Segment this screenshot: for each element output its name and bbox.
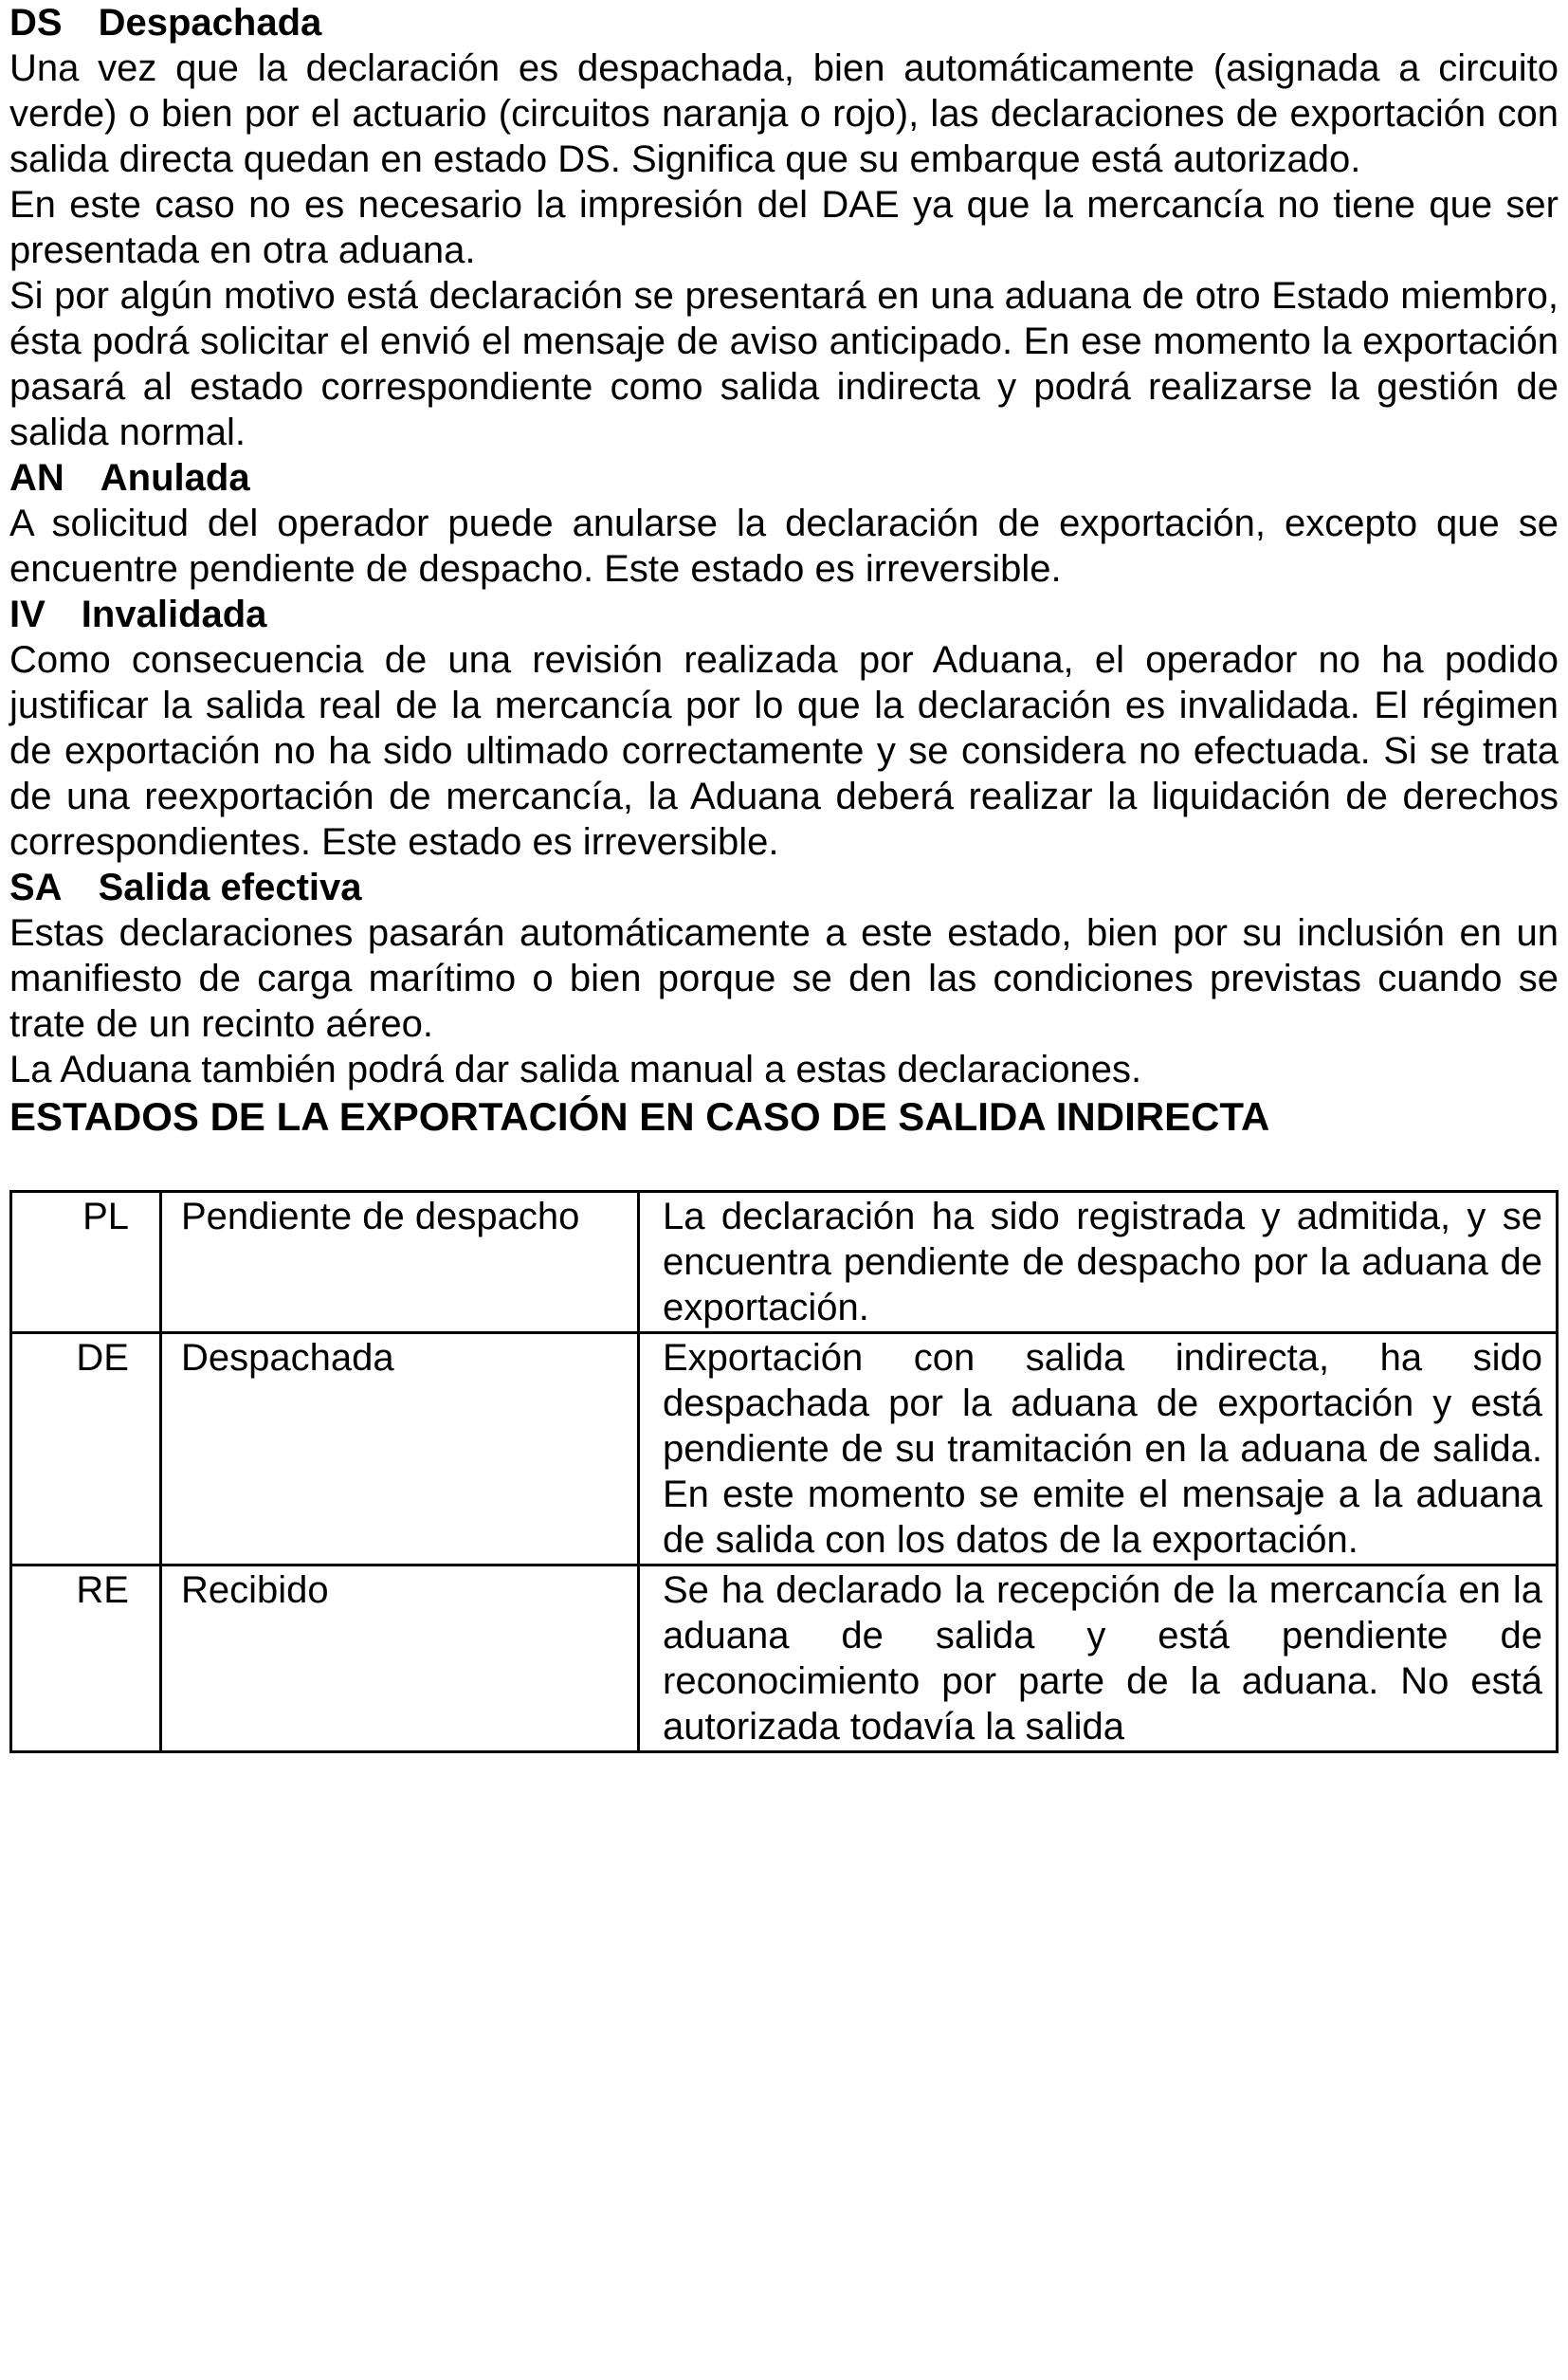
- state-description-cell: Se ha declarado la recepción de la mercancía en la aduana de salida y está pendiente de reconocimiento por parte de la aduana. No está autorizada todavía la salida: [639, 1565, 1558, 1752]
- paragraph-sa-2: La Aduana también podrá dar salida manual a estas declaraciones.: [9, 1049, 1142, 1090]
- state-description-cell: La declaración ha sido registrada y admitida, y se encuentra pendiente de despacho por la aduana de exportación.: [639, 1192, 1558, 1333]
- state-title-sa: Salida efectiva: [98, 867, 362, 908]
- table-row-pl: [11, 1192, 1558, 1333]
- paragraph-an-1: A solicitud del operador puede anularse la declaración de exportación, excepto que se encuentre pendiente de despacho. Este estado es irreversible.: [9, 503, 1559, 590]
- state-code-cell: DE: [11, 1333, 161, 1565]
- state-name-cell: Despachada: [161, 1333, 639, 1565]
- section-an: [9, 455, 1559, 592]
- state-code-sa: SA: [9, 867, 63, 908]
- section-iv: [9, 592, 1559, 865]
- state-title-an: Anulada: [100, 457, 250, 499]
- table-row-re: [11, 1565, 1558, 1752]
- state-code-cell: PL: [11, 1192, 161, 1333]
- section-sa: [9, 865, 1559, 1092]
- table-row-de: [11, 1333, 1558, 1565]
- section-ds: [9, 0, 1559, 455]
- state-title-ds: Despachada: [98, 2, 322, 44]
- paragraph-ds-1: Una vez que la declaración es despachada, bien automáticamente (asignada a circuito verde) o bien por el actuario (circuitos naranja o rojo), las declaraciones de exportación con salida directa quedan en estado DS. Significa que su embarque está autorizado.: [9, 47, 1559, 180]
- paragraph-sa-1: Estas declaraciones pasarán automáticamente a este estado, bien por su inclusión en un manifiesto de carga marítimo o bien porque se den las condiciones previstas cuando se trate de un recinto aéreo.: [9, 912, 1559, 1045]
- indirect-exit-states-table: [9, 1190, 1559, 1753]
- state-code-cell: RE: [11, 1565, 161, 1752]
- paragraph-ds-2: En este caso no es necesario la impresión del DAE ya que la mercancía no tiene que ser presentada en otra aduana.: [9, 184, 1559, 271]
- section-heading-iv: [9, 592, 1559, 637]
- paragraph-ds-3: Si por algún motivo está declaración se presentará en una aduana de otro Estado miembro, ésta podrá solicitar el envió el mensaje de aviso anticipado. En ese momento la exportación pasará al estado correspondiente como salida indirecta y podrá realizarse la gestión de salida normal.: [9, 275, 1559, 453]
- state-description-cell: Exportación con salida indirecta, ha sido despachada por la aduana de exportación y está pendiente de su tramitación en la aduana de salida. En este momento se emite el mensaje a la aduana de salida con los datos de la exportación.: [639, 1333, 1558, 1565]
- section-heading-ds: [9, 0, 1559, 46]
- state-title-iv: Invalidada: [81, 594, 267, 635]
- state-name-cell: Pendiente de despacho: [161, 1192, 639, 1333]
- state-code-iv: IV: [9, 594, 46, 635]
- section-indirect-exit: [9, 1092, 1559, 1753]
- paragraph-iv-1: Como consecuencia de una revisión realizada por Aduana, el operador no ha podido justificar la salida real de la mercancía por lo que la declaración es invalidada. El régimen de exportación no ha sido ultimado correctamente y se considera no efectuada. Si se trata de una reexportación de mercancía, la Aduana deberá realizar la liquidación de derechos correspondientes. Este estado es irreversible.: [9, 639, 1559, 863]
- state-name-cell: Recibido: [161, 1565, 639, 1752]
- state-code-an: AN: [9, 457, 64, 499]
- indirect-exit-heading: ESTADOS DE LA EXPORTACIÓN EN CASO DE SALIDA INDIRECTA: [9, 1094, 1270, 1139]
- section-heading-sa: [9, 865, 1559, 910]
- state-code-ds: DS: [9, 2, 63, 44]
- section-heading-an: [9, 455, 1559, 501]
